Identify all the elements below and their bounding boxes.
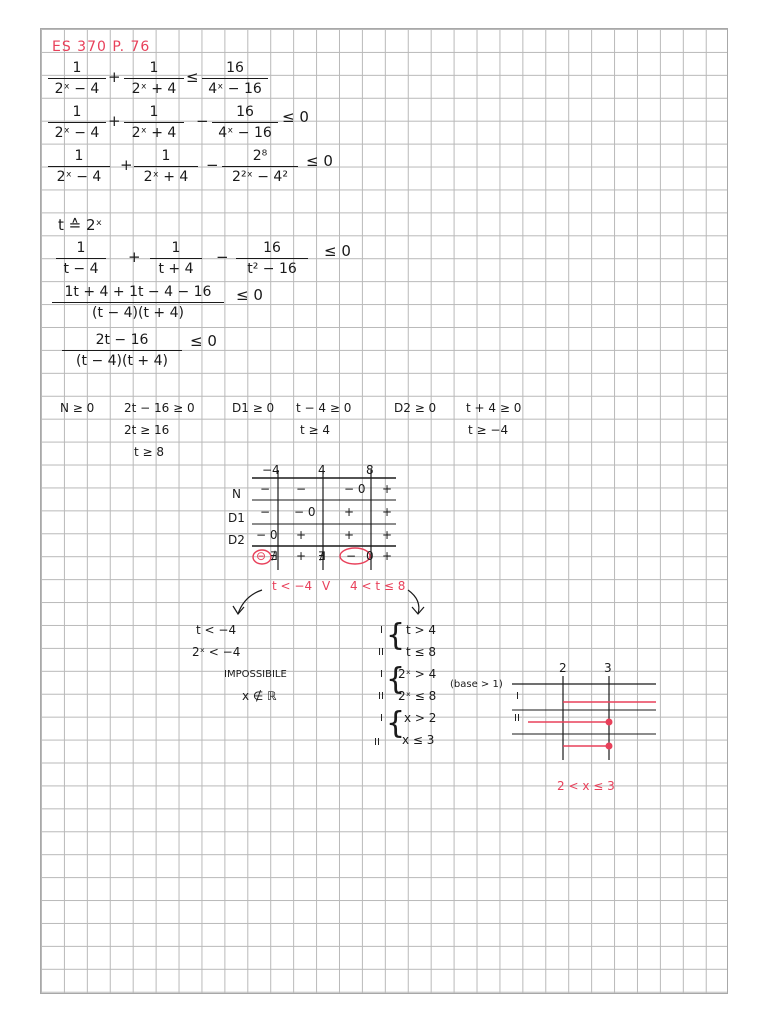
exercise-title: ES 370 P. 76 bbox=[52, 39, 151, 55]
solution-or: V bbox=[322, 579, 331, 593]
axis-point: 2 bbox=[559, 661, 567, 675]
table-row-label: D2 bbox=[228, 533, 245, 547]
numerator-condition: N ≥ 0 bbox=[60, 401, 95, 415]
result-cell: ⊖ bbox=[256, 549, 267, 563]
result-cell: − bbox=[346, 549, 357, 563]
d2-step: t + 4 ≥ 0 bbox=[466, 401, 522, 415]
table-cell: + bbox=[382, 482, 393, 496]
fraction: 1 2ˣ − 4 bbox=[48, 60, 106, 97]
table-cell: − 0 bbox=[294, 505, 316, 519]
fraction: 1 t − 4 bbox=[56, 240, 106, 277]
table-point: 8 bbox=[366, 463, 374, 477]
fraction: 1 2ˣ − 4 bbox=[48, 148, 110, 185]
operator: − bbox=[206, 156, 219, 174]
table-cell: + bbox=[296, 528, 307, 542]
system-step: 2ˣ > 4 bbox=[398, 667, 437, 681]
solution-part: t < −4 bbox=[272, 579, 313, 593]
solution-part: 4 < t ≤ 8 bbox=[350, 579, 406, 593]
result-cell: + bbox=[382, 549, 393, 563]
branch-result: x ∉ ℝ bbox=[242, 689, 277, 703]
d2-step: t ≥ −4 bbox=[468, 423, 509, 437]
table-cell: − bbox=[260, 505, 271, 519]
result-cell: 0 bbox=[366, 549, 374, 563]
system-brace: { bbox=[386, 706, 406, 741]
fraction: 2⁸ 2²ˣ − 4² bbox=[222, 148, 298, 185]
impossible-note: IMPOSSIBILE bbox=[224, 669, 287, 680]
row-label: II bbox=[514, 713, 520, 724]
final-solution: 2 < x ≤ 3 bbox=[557, 779, 615, 793]
table-row-label: N bbox=[232, 487, 241, 501]
axis-point: 3 bbox=[604, 661, 612, 675]
system-index: II bbox=[374, 737, 380, 748]
relation: ≤ bbox=[186, 68, 199, 86]
table-cell: − 0 bbox=[256, 528, 278, 542]
operator: − bbox=[196, 112, 209, 130]
system-step: 2ˣ ≤ 8 bbox=[398, 689, 437, 703]
result-cell: + bbox=[296, 549, 307, 563]
table-row-label: D1 bbox=[228, 511, 245, 525]
d2-condition: D2 ≥ 0 bbox=[394, 401, 437, 415]
fraction: 1 2ˣ + 4 bbox=[124, 104, 184, 141]
table-cell: + bbox=[344, 528, 355, 542]
system-step: x ≤ 3 bbox=[402, 733, 435, 747]
branch-step: 2ˣ < −4 bbox=[192, 645, 241, 659]
operator: + bbox=[108, 112, 121, 130]
fraction: 16 4ˣ − 16 bbox=[202, 60, 268, 97]
operator: + bbox=[108, 68, 121, 86]
system-index: I bbox=[380, 713, 383, 724]
fraction: 2t − 16 (t − 4)(t + 4) bbox=[62, 332, 182, 369]
operator: + bbox=[128, 248, 141, 266]
system-step: x > 2 bbox=[404, 711, 437, 725]
table-cell: − bbox=[296, 482, 307, 496]
system-index: I bbox=[380, 669, 383, 680]
table-cell: − 0 bbox=[344, 482, 366, 496]
fraction: 16 t² − 16 bbox=[236, 240, 308, 277]
table-cell: + bbox=[382, 505, 393, 519]
table-point: −4 bbox=[262, 463, 280, 477]
operator: + bbox=[120, 156, 133, 174]
numerator-step: t ≥ 8 bbox=[134, 445, 165, 459]
system-step: t ≤ 8 bbox=[406, 645, 437, 659]
relation: ≤ 0 bbox=[190, 332, 217, 350]
result-cell: ∄ bbox=[318, 549, 326, 563]
table-cell: + bbox=[344, 505, 355, 519]
fraction: 1 2ˣ − 4 bbox=[48, 104, 106, 141]
fraction: 1t + 4 + 1t − 4 − 16 (t − 4)(t + 4) bbox=[52, 284, 224, 321]
fraction: 1 2ˣ + 4 bbox=[124, 60, 184, 97]
system-step: t > 4 bbox=[406, 623, 437, 637]
relation: ≤ 0 bbox=[282, 108, 309, 126]
numerator-step: 2t − 16 ≥ 0 bbox=[124, 401, 195, 415]
relation: ≤ 0 bbox=[236, 286, 263, 304]
table-cell: − bbox=[260, 482, 271, 496]
relation: ≤ 0 bbox=[324, 242, 351, 260]
table-cell: + bbox=[382, 528, 393, 542]
system-brace: { bbox=[386, 662, 406, 697]
branch-step: t < −4 bbox=[196, 623, 237, 637]
system-index: II bbox=[378, 647, 384, 658]
numerator-step: 2t ≥ 16 bbox=[124, 423, 170, 437]
fraction: 1 t + 4 bbox=[150, 240, 202, 277]
table-point: 4 bbox=[318, 463, 326, 477]
d1-step: t − 4 ≥ 0 bbox=[296, 401, 352, 415]
relation: ≤ 0 bbox=[306, 152, 333, 170]
operator: − bbox=[216, 248, 229, 266]
fraction: 16 4ˣ − 16 bbox=[212, 104, 278, 141]
d1-condition: D1 ≥ 0 bbox=[232, 401, 275, 415]
system-index: II bbox=[378, 691, 384, 702]
fraction: 1 2ˣ + 4 bbox=[134, 148, 198, 185]
system-index: I bbox=[380, 625, 383, 636]
result-cell: ∄ bbox=[270, 549, 278, 563]
row-label: I bbox=[516, 691, 519, 702]
substitution: t ≙ 2ˣ bbox=[58, 216, 103, 234]
base-note: (base > 1) bbox=[450, 679, 503, 690]
system-brace: { bbox=[386, 618, 406, 653]
d1-step: t ≥ 4 bbox=[300, 423, 331, 437]
